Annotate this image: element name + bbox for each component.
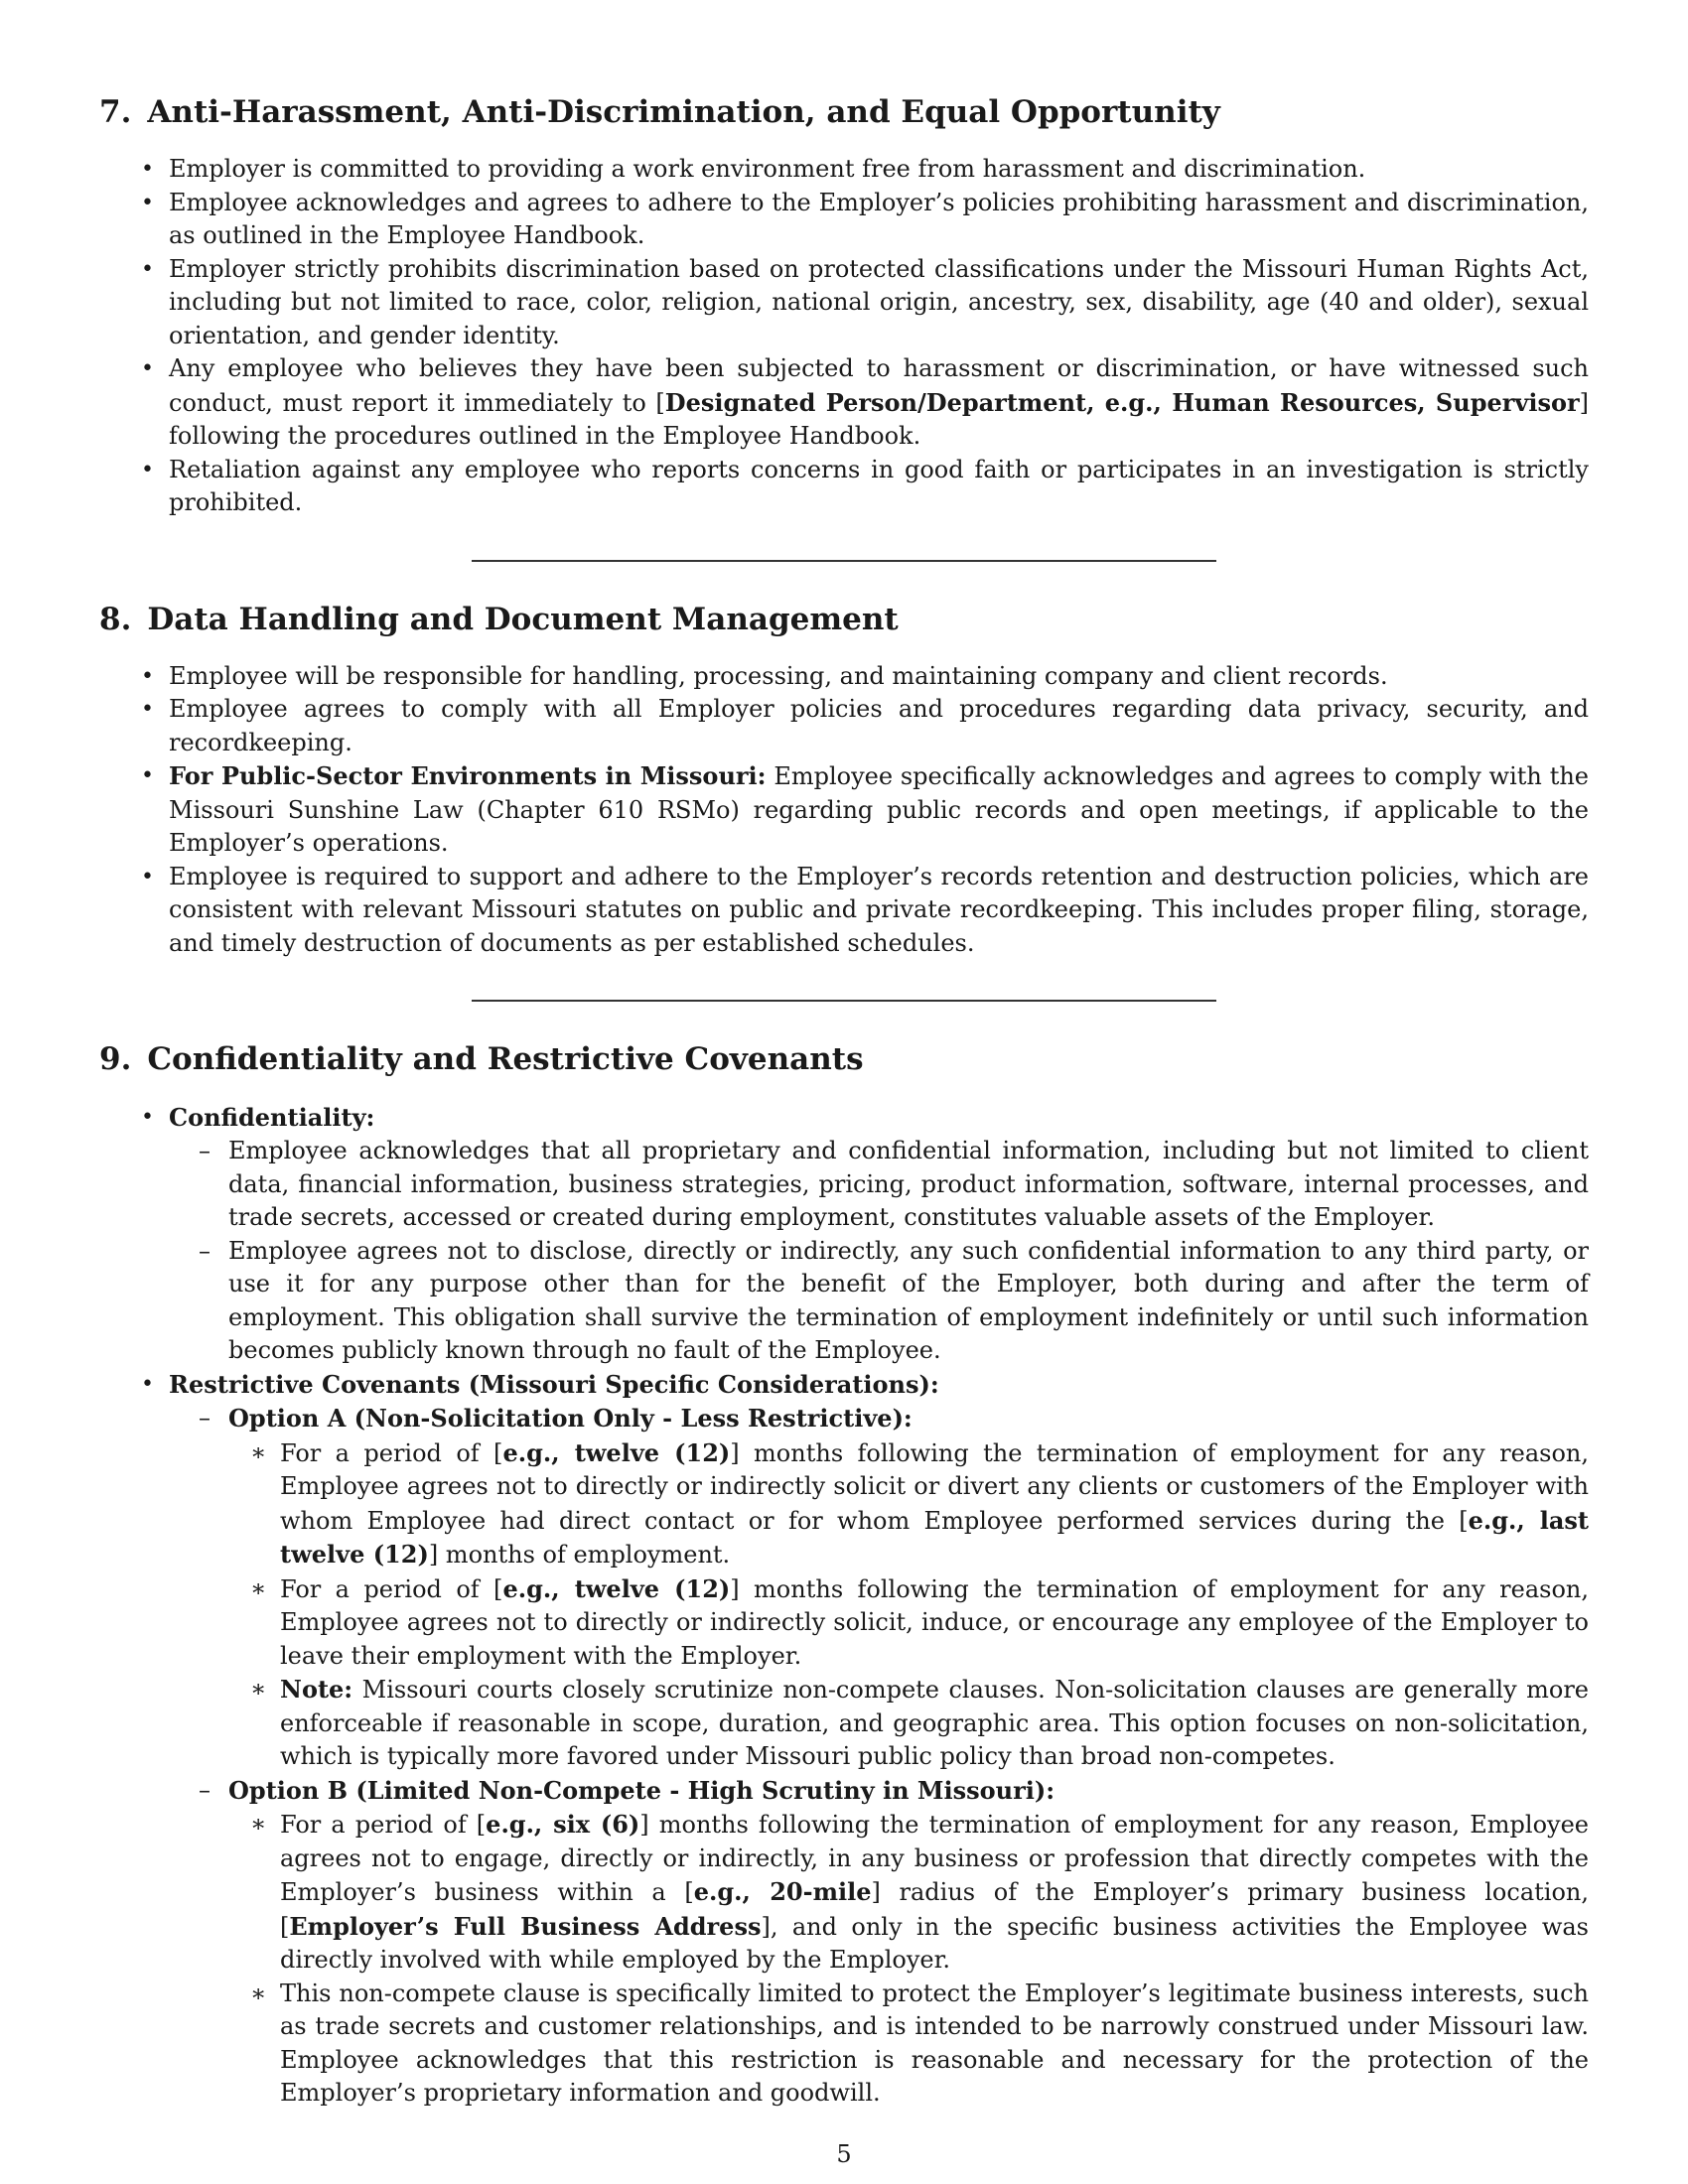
list-item-confidentiality bbox=[169, 1101, 1589, 1368]
list-item: • Employee acknowledges and agrees to adhere to the Employer’s policies prohibiting harassment and discrimination, as outlined in the Employee Handbook. bbox=[169, 187, 1589, 253]
list-item bbox=[280, 1572, 1589, 1674]
section-8-heading bbox=[99, 602, 1589, 638]
text-run: Missouri courts closely scrutinize non-compete clauses. Non-solicitation clauses are generally more enforceable if reasonable in scope, duration, and geographic area. This option focuses on non-solicitation, which is typically more favored under Missouri public policy than broad non-competes. bbox=[280, 1676, 1589, 1771]
list-item bbox=[169, 759, 1589, 861]
list-item-option-b bbox=[228, 1774, 1589, 2111]
list-item: • Employer strictly prohibits discrimination based on protected classifications under the Missouri Human Rights Act, including but not limited to race, color, religion, national origin, ancestry, sex, disability, age (40 and older), sexual orientation, and gender identity. bbox=[169, 253, 1589, 353]
list-item bbox=[280, 1808, 1589, 1978]
text-run: Any employee who believes they have been subjected to harassment or discrimination, or have witnessed such conduct, must report it immediately to [ bbox=[169, 354, 1589, 417]
text-run: ] months following the termination of employment for any reason, Employee agrees not to engage, directly or indirectly, in any business or profession that directly competes with the Employer’s business within a [ bbox=[280, 1811, 1589, 1907]
text-run: ] following the procedures outlined in the Employee Handbook. bbox=[169, 388, 1590, 451]
text-run: ] months following the termination of employment for any reason, Employee agrees not to directly or indirectly solicit or divert any clients or customers of the Employer with whom Employee had direct contact or for whom Employee performed services during the [ bbox=[280, 1438, 1589, 1535]
option-b-list bbox=[228, 1808, 1589, 2111]
bold-placeholder: e.g., twelve (12) bbox=[502, 1573, 731, 1603]
section-divider bbox=[472, 560, 1216, 562]
text-run: For a period of [ bbox=[280, 1574, 503, 1603]
bold-placeholder: Employer’s Full Business Address bbox=[289, 1911, 762, 1941]
list-item bbox=[169, 352, 1589, 454]
bold-placeholder: e.g., last twelve (12) bbox=[280, 1505, 1589, 1570]
section-9-heading bbox=[99, 1041, 1589, 1078]
list-item-option-a bbox=[228, 1402, 1589, 1774]
subheading: Restrictive Covenants (Missouri Specific Considerations): bbox=[169, 1369, 939, 1399]
section-8-list bbox=[99, 660, 1589, 961]
confidentiality-list bbox=[169, 1135, 1589, 1368]
text-run: ], and only in the specific business activities the Employee was directly involved with while employed by the Employer. bbox=[280, 1912, 1590, 1975]
subheading: Confidentiality: bbox=[169, 1102, 375, 1132]
list-item-restrictive-covenants bbox=[169, 1368, 1589, 2111]
text-run: Employee specifically acknowledges and agrees to comply with the Missouri Sunshine Law (Chapter 610 RSMo) regarding public records and open meetings, if applicable to the Employer’s operations. bbox=[169, 762, 1589, 858]
list-item: • Retaliation against any employee who reports concerns in good faith or participates in an investigation is strictly prohibited. bbox=[169, 454, 1589, 520]
list-item: • Employee is required to support and adhere to the Employer’s records retention and destruction policies, which are consistent with relevant Missouri statutes on public and private recordkeeping. This includes proper filing, storage, and timely destruction of documents as per established schedules. bbox=[169, 861, 1589, 961]
list-item: – Employee agrees not to disclose, directly or indirectly, any such confidential information to any third party, or use it for any purpose other than for the benefit of the Employer, both during and after the term of employment. This obligation shall survive the termination of employment indefinitely or until such information becomes publicly known through no fault of the Employee. bbox=[228, 1235, 1589, 1368]
text-run: ] radius of the Employer’s primary business location, [ bbox=[280, 1878, 1589, 1941]
section-number: 8. bbox=[99, 601, 132, 637]
options-list bbox=[169, 1402, 1589, 2111]
list-item: • Employee will be responsible for handling, processing, and maintaining company and client records. bbox=[169, 660, 1589, 694]
list-item bbox=[280, 1673, 1589, 1774]
section-7-heading bbox=[99, 94, 1589, 131]
bold-placeholder: e.g., 20-mile bbox=[693, 1877, 872, 1907]
list-item: • Employee agrees to comply with all Employer policies and procedures regarding data privacy, security, and recordkeeping. bbox=[169, 693, 1589, 759]
bold-lead: For Public-Sector Environments in Missouri: bbox=[169, 761, 767, 791]
section-7-list bbox=[99, 153, 1589, 520]
section-number: 7. bbox=[99, 94, 132, 130]
bold-placeholder: e.g., six (6) bbox=[486, 1810, 640, 1840]
list-item: • Employer is committed to providing a work environment free from harassment and discrimination. bbox=[169, 153, 1589, 187]
text-run: ] months following the termination of employment for any reason, Employee agrees not to directly or indirectly solicit, induce, or encourage any employee of the Employer to leave their employment with the Employer. bbox=[280, 1574, 1589, 1670]
section-title: Anti-Harassment, Anti-Discrimination, and Equal Opportunity bbox=[147, 94, 1220, 130]
option-a-list bbox=[228, 1436, 1589, 1774]
text-run: For a period of [ bbox=[280, 1438, 503, 1467]
bold-placeholder: Designated Person/Department, e.g., Human Resources, Supervisor bbox=[664, 387, 1580, 417]
text-run: For a period of [ bbox=[280, 1811, 487, 1840]
bold-placeholder: e.g., twelve (12) bbox=[502, 1437, 731, 1467]
section-9-list bbox=[99, 1101, 1589, 2111]
list-item bbox=[280, 1436, 1589, 1572]
list-item: – Employee acknowledges that all proprietary and confidential information, including but not limited to client data, financial information, business strategies, pricing, product information, software, internal processes, and trade secrets, accessed or created during employment, constitutes valuable assets of the Employer. bbox=[228, 1135, 1589, 1235]
list-item: ∗ This non-compete clause is specifically limited to protect the Employer’s legitimate business interests, such as trade secrets and customer relationships, and is intended to be narrowly construed under Missouri law. Employee acknowledges that this restriction is reasonable and necessary for the protection of the Employer’s proprietary information and goodwill. bbox=[280, 1978, 1589, 2111]
text-run: ] months of employment. bbox=[428, 1541, 731, 1570]
section-title: Data Handling and Document Management bbox=[147, 601, 899, 637]
bold-lead: Note: bbox=[280, 1675, 353, 1705]
option-heading: Option A (Non-Solicitation Only - Less Restrictive): bbox=[228, 1404, 913, 1433]
section-number: 9. bbox=[99, 1041, 132, 1078]
document-page bbox=[99, 94, 1589, 2111]
page-number: 5 bbox=[836, 2140, 852, 2168]
section-divider bbox=[472, 1000, 1216, 1002]
section-title: Confidentiality and Restrictive Covenants bbox=[147, 1041, 864, 1078]
option-heading: Option B (Limited Non-Compete - High Scrutiny in Missouri): bbox=[228, 1775, 1055, 1805]
